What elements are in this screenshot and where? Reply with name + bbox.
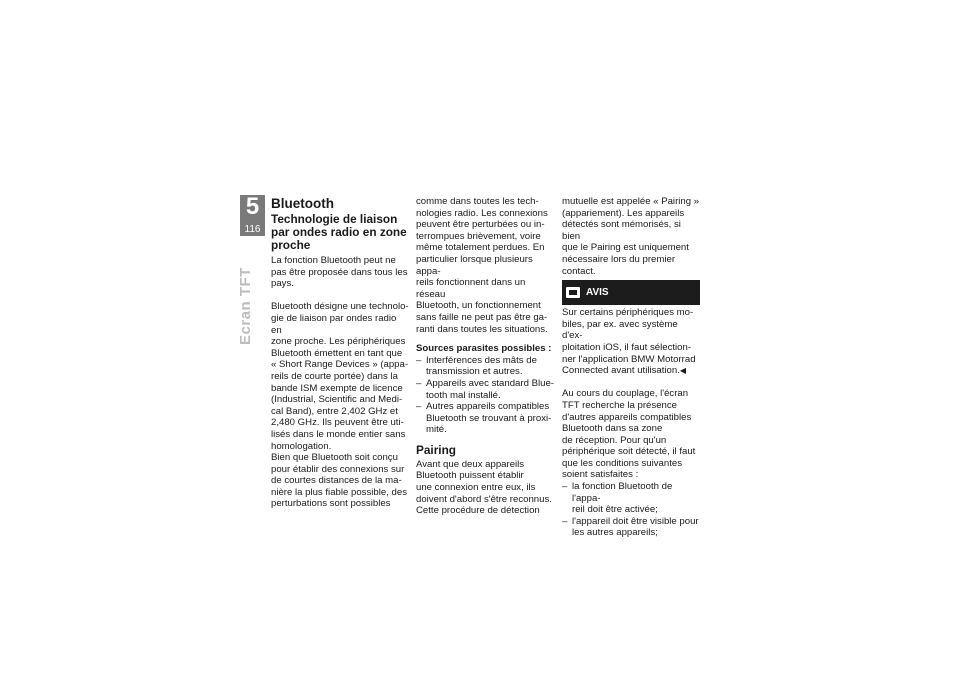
paragraph: comme dans toutes les tech- nologies radio. Les connexions peuvent être perturbées ou in- terrompues brièvement, voire même totalement perdues. En particulier lorsque plusieurs appa- reils fonctionnent dans un réseau Bluetooth, un fonctionnement sans faille ne peut pas être ga- ranti dans toutes les situations. [416, 196, 548, 335]
paragraph: La fonction Bluetooth peut ne pas être proposée dans tous les pays. [271, 255, 408, 290]
pairing-heading: Pairing [416, 442, 456, 457]
chapter-side-title: Ecran TFT [237, 267, 254, 345]
list-item: – l'appareil doit être visible pour les autres appareils; [562, 516, 700, 539]
notice-text-body: Sur certains périphériques mo- biles, par ex. avec système d'ex- ploitation iOS, il faut sélection- ner l'application BMW Motorrad Connected avant utilisation. [562, 307, 696, 377]
column-2 [416, 196, 554, 517]
column-3 [562, 196, 700, 539]
notice-book-icon [566, 287, 580, 298]
notice-text [562, 307, 700, 377]
paragraph: Bluetooth désigne une technolo- gie de liaison par ondes radio en zone proche. Les périphériques Bluetooth émettent en tant que « Short Range Devices » (appa- reils de courte portée) dans la bande ISM exempte de licence (Industrial, Scientific and Medi- cal Band), entre 2,402 GHz et 2,480 GHz. Ils peuvent être uti- lisés dans le monde entier sans homologation. [271, 301, 409, 452]
notice-label: AVIS [586, 286, 609, 298]
end-of-notice-icon: ◀ [679, 366, 687, 376]
page-number: 116 [244, 224, 261, 235]
column-1 [271, 196, 409, 510]
sources-heading: Sources parasites possibles : [416, 343, 552, 355]
section-title: Bluetooth [271, 196, 334, 211]
paragraph: mutuelle est appelée « Pairing » (appariement). Les appareils détectés sont mémorisés, si bien que le Pairing est uniquement nécessaire lors du premier contact. [562, 196, 700, 277]
section-subtitle: Technologie de liaison par ondes radio en zone proche [271, 212, 407, 252]
paragraph: Au cours du couplage, l'écran TFT recherche la présence d'autres appareils compatibles Bluetooth dans sa zone de réception. Pour qu'un périphérique soit détecté, il faut que les conditions suivantes soient satisfaites : [562, 388, 696, 481]
list-item: – Autres appareils compatibles Bluetooth se trouvant à proxi- mité. [416, 401, 554, 436]
paragraph: Avant que deux appareils Bluetooth puissent établir une connexion entre eux, ils doivent d'abord s'être reconnus. Cette procédure de détection [416, 458, 552, 517]
chapter-number: 5 [245, 193, 260, 220]
notice-banner [562, 280, 700, 305]
paragraph: Bien que Bluetooth soit conçu pour établir des connexions sur de courtes distances de la ma- nière la plus fiable possible, des perturbations sont possibles [271, 452, 407, 510]
list-item: – la fonction Bluetooth de l'appa- reil doit être activée; [562, 481, 700, 516]
sources-list [416, 355, 554, 436]
list-item: – Interférences des mâts de transmission et autres. [416, 355, 554, 378]
list-item: – Appareils avec standard Blue- tooth mal installé. [416, 378, 554, 401]
conditions-list [562, 481, 700, 539]
